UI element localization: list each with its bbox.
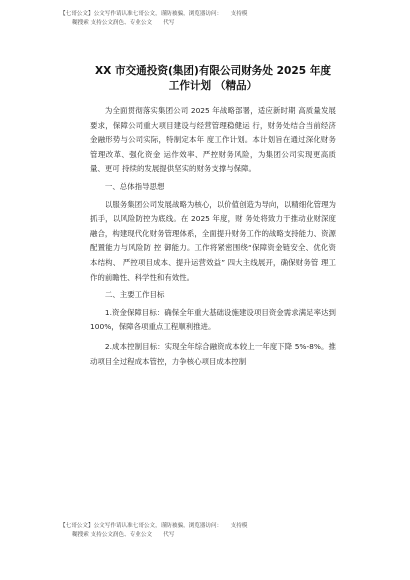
- header-banner: [60, 10, 360, 28]
- goal-funding: 1.资金保障目标：确保全年重大基础设施建设项目资金需求满足率达到 100%，保障各项重点工程顺利推进。: [90, 307, 336, 332]
- intro-paragraph: 为全面贯彻落实集团公司 2025 年战略部署，适应新时期 高质量发展要求，保障公司重大项目建设与经营管理稳健运 行，财务处结合当前经济金融形势与公司实际，特制定本年 度工作计划。本计划旨在通过深化财务管理改革、强化资金 运作效率、严控财务风险，为集团公司实现更高质量、更可 持续的发展提供坚实的财务支撑与保障。: [90, 106, 336, 174]
- guiding-thought-paragraph: 以服务集团公司发展战略为核心，以价值创造为导向，以精细化管理为抓手，以风险防控为底线。在 2025 年度，财 务处将致力于推动业财深度融合，构建现代化财务管理体系，全面提升财务工作的战略支持能力、资源配置能力与风险防 控 御能力。工作将紧密围绕“保障资金链安全、优化资本结构、 严控项目成本、提升运营效益” 四大主线展开，确保财务管 理工作的前瞻性、科学性和有效性。: [90, 199, 336, 282]
- document-body: [90, 64, 336, 374]
- goal-cost-control: 2.成本控制目标：实现全年综合融资成本较上一年度下降 5%-8%。推动项目全过程成本管控，力争核心项目成本控制: [90, 341, 336, 366]
- footer-line-2: 糊搜索 支持公文润色、专业公文 代写: [72, 532, 175, 538]
- header-line-1: 【七哥公文】公文写作请认准七哥公文，谨防被骗，浏览器访问： 支持模: [60, 11, 248, 17]
- section-heading-guiding-thought: 一、总体指导思想: [104, 181, 165, 191]
- footer-banner: [60, 522, 360, 540]
- header-line-2: 糊搜索 支持公文润色、专业公文 代写: [72, 20, 175, 26]
- footer-line-1: 【七哥公文】公文写作请认准七哥公文，谨防被骗，浏览器访问： 支持模: [60, 523, 248, 529]
- document-title: XX 市交通投资(集团)有限公司财务处 2025 年度工作计划 （精品）: [94, 65, 332, 92]
- section-heading-main-goals: 二、主要工作目标: [104, 290, 165, 300]
